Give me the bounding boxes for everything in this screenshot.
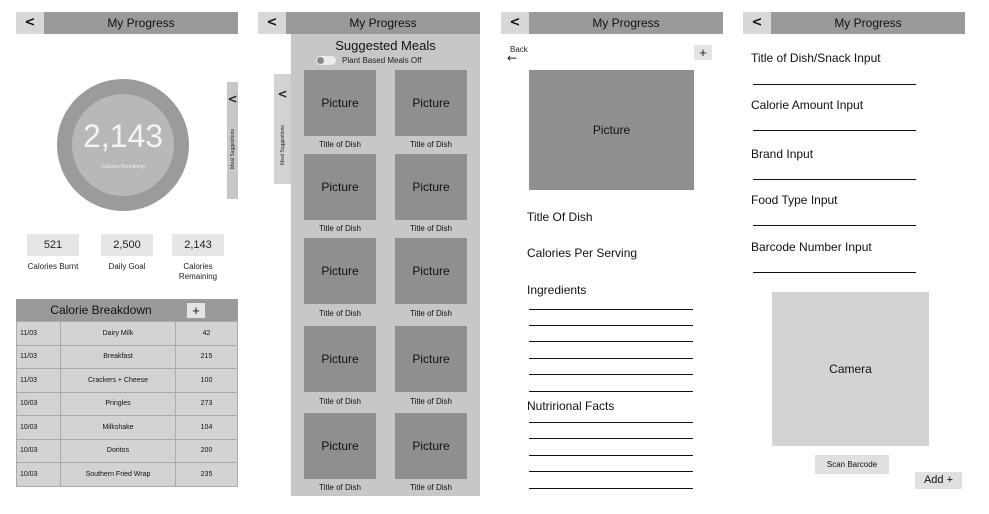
food-type-input[interactable] — [753, 225, 916, 226]
nutrition-line — [529, 471, 693, 472]
meal-title[interactable]: Title of Dish — [410, 483, 452, 492]
back-button[interactable]: < — [743, 12, 771, 34]
row-date: 11/03 — [17, 322, 61, 346]
meal-title[interactable]: Title of Dish — [410, 224, 452, 233]
ingredient-line — [529, 374, 693, 375]
meal-title[interactable]: Title of Dish — [410, 140, 452, 149]
row-calories: 100 — [176, 369, 238, 393]
back-button[interactable]: < — [16, 12, 44, 34]
page-title: My Progress — [834, 16, 902, 30]
page-title: My Progress — [107, 16, 175, 30]
brand-input[interactable] — [753, 179, 916, 180]
camera-view[interactable]: Camera — [772, 292, 929, 446]
row-calories: 200 — [176, 439, 238, 463]
add-food-button[interactable]: Add + — [915, 472, 962, 489]
calorie-ring — [57, 79, 189, 211]
meal-title[interactable]: Title of Dish — [319, 140, 361, 149]
meal-picture[interactable]: Picture — [304, 154, 376, 220]
page-title: My Progress — [592, 16, 660, 30]
row-calories: 273 — [176, 392, 238, 416]
suggested-meals-title: Suggested Meals — [335, 38, 436, 53]
meal-picture[interactable]: Picture — [304, 238, 376, 304]
meal-picture[interactable]: Picture — [304, 326, 376, 392]
daily-goal-box: 2,500 — [101, 234, 153, 256]
top-bar — [16, 12, 238, 34]
calories-remaining-caption: Calories Remaining — [101, 164, 145, 170]
row-date: 11/03 — [17, 345, 61, 369]
table-row[interactable] — [17, 345, 238, 369]
row-calories: 42 — [176, 322, 238, 346]
nutrition-line — [529, 455, 693, 456]
meal-suggestions-tab-label: Meal Suggestions — [280, 125, 286, 165]
dish-detail-screen — [501, 12, 723, 496]
nutrition-line — [529, 422, 693, 423]
row-calories: 235 — [176, 463, 238, 487]
meal-picture[interactable]: Picture — [395, 70, 467, 136]
meal-title[interactable]: Title of Dish — [319, 483, 361, 492]
row-calories: 215 — [176, 345, 238, 369]
progress-screen — [16, 12, 238, 496]
scan-barcode-button[interactable]: Scan Barcode — [815, 455, 889, 474]
add-dish-button[interactable]: + — [694, 45, 712, 60]
row-item: Pringles — [61, 392, 176, 416]
calories-remaining-label: Calories Remaining — [178, 262, 218, 281]
meal-picture[interactable]: Picture — [304, 70, 376, 136]
meal-title[interactable]: Title of Dish — [319, 309, 361, 318]
meal-title[interactable]: Title of Dish — [410, 309, 452, 318]
plant-based-toggle-label: Plant Based Meals Off — [342, 56, 422, 65]
meal-picture[interactable]: Picture — [395, 154, 467, 220]
meal-title[interactable]: Title of Dish — [319, 224, 361, 233]
dish-picture: Picture — [529, 70, 694, 190]
top-bar — [258, 12, 480, 34]
nutrition-line — [529, 488, 693, 489]
row-item: Dairy Milk — [61, 322, 176, 346]
back-button[interactable]: < — [258, 12, 286, 34]
calories-burnt-box: 521 — [27, 234, 79, 256]
barcode-number-field-label: Barcode Number Input — [751, 240, 872, 254]
calories-remaining-box: 2,143 — [172, 234, 224, 256]
nutrition-facts-heading: Nutrirional Facts — [527, 399, 615, 413]
ingredient-line — [529, 309, 693, 310]
suggested-meals-screen — [258, 12, 480, 496]
table-row[interactable] — [17, 416, 238, 440]
plant-based-toggle[interactable] — [316, 56, 336, 65]
ingredient-line — [529, 325, 693, 326]
add-entry-button[interactable]: + — [187, 303, 205, 318]
add-food-screen — [743, 12, 965, 496]
calories-per-serving: Calories Per Serving — [527, 246, 638, 260]
row-date: 11/03 — [17, 369, 61, 393]
calories-remaining-value: 2,143 — [82, 118, 164, 154]
ingredient-line — [529, 391, 693, 392]
row-date: 10/03 — [17, 416, 61, 440]
row-date: 10/03 — [17, 439, 61, 463]
table-row[interactable] — [17, 369, 238, 393]
table-row[interactable] — [17, 392, 238, 416]
food-type-field-label: Food Type Input — [751, 193, 838, 207]
meal-title[interactable]: Title of Dish — [410, 397, 452, 406]
table-row[interactable] — [17, 322, 238, 346]
ingredient-line — [529, 358, 693, 359]
calorie-breakdown-header — [16, 299, 238, 321]
dish-title: Title Of Dish — [527, 210, 593, 224]
brand-field-label: Brand Input — [751, 147, 814, 161]
row-item: Crackers + Cheese — [61, 369, 176, 393]
row-item: Southern Fried Wrap — [61, 463, 176, 487]
meal-suggestions-tab-label: Meal Suggestions — [230, 129, 236, 169]
top-bar — [501, 12, 723, 34]
calories-burnt-label: Calories Burnt — [27, 262, 79, 271]
dish-title-field-label: Title of Dish/Snack Input — [751, 51, 881, 65]
table-row[interactable] — [17, 463, 238, 487]
row-item: Milkshake — [61, 416, 176, 440]
meal-picture[interactable]: Picture — [395, 413, 467, 479]
barcode-number-input[interactable] — [753, 272, 916, 273]
meal-picture[interactable]: Picture — [395, 326, 467, 392]
nutrition-line — [529, 438, 693, 439]
ingredient-line — [529, 341, 693, 342]
back-button[interactable]: < — [501, 12, 529, 34]
calorie-ring-center — [72, 94, 174, 196]
calorie-breakdown-table — [16, 321, 238, 487]
calorie-breakdown-title: Calorie Breakdown — [50, 303, 152, 317]
row-item: Doritos — [61, 439, 176, 463]
row-date: 10/03 — [17, 463, 61, 487]
meal-suggestions-tab[interactable] — [227, 82, 238, 199]
row-item: Breakfast — [61, 345, 176, 369]
ingredients-heading: Ingredients — [527, 283, 587, 297]
calorie-amount-input[interactable] — [753, 130, 916, 131]
back-link[interactable]: Back — [510, 45, 528, 54]
calorie-amount-field-label: Calorie Amount Input — [751, 98, 864, 112]
page-title: My Progress — [349, 16, 417, 30]
meal-suggestions-tab[interactable] — [274, 74, 291, 184]
top-bar — [743, 12, 965, 34]
chevron-left-icon: < — [277, 87, 288, 101]
back-arrow-icon[interactable]: ← — [507, 51, 518, 65]
table-row[interactable] — [17, 439, 238, 463]
daily-goal-label: Daily Goal — [108, 262, 146, 271]
chevron-left-icon: < — [227, 92, 238, 106]
suggested-meals-panel — [291, 34, 480, 496]
meal-title[interactable]: Title of Dish — [319, 397, 361, 406]
row-date: 10/03 — [17, 392, 61, 416]
meal-picture[interactable]: Picture — [304, 413, 376, 479]
row-calories: 104 — [176, 416, 238, 440]
meal-picture[interactable]: Picture — [395, 238, 467, 304]
toggle-knob — [317, 57, 324, 64]
dish-title-input[interactable] — [753, 84, 916, 85]
